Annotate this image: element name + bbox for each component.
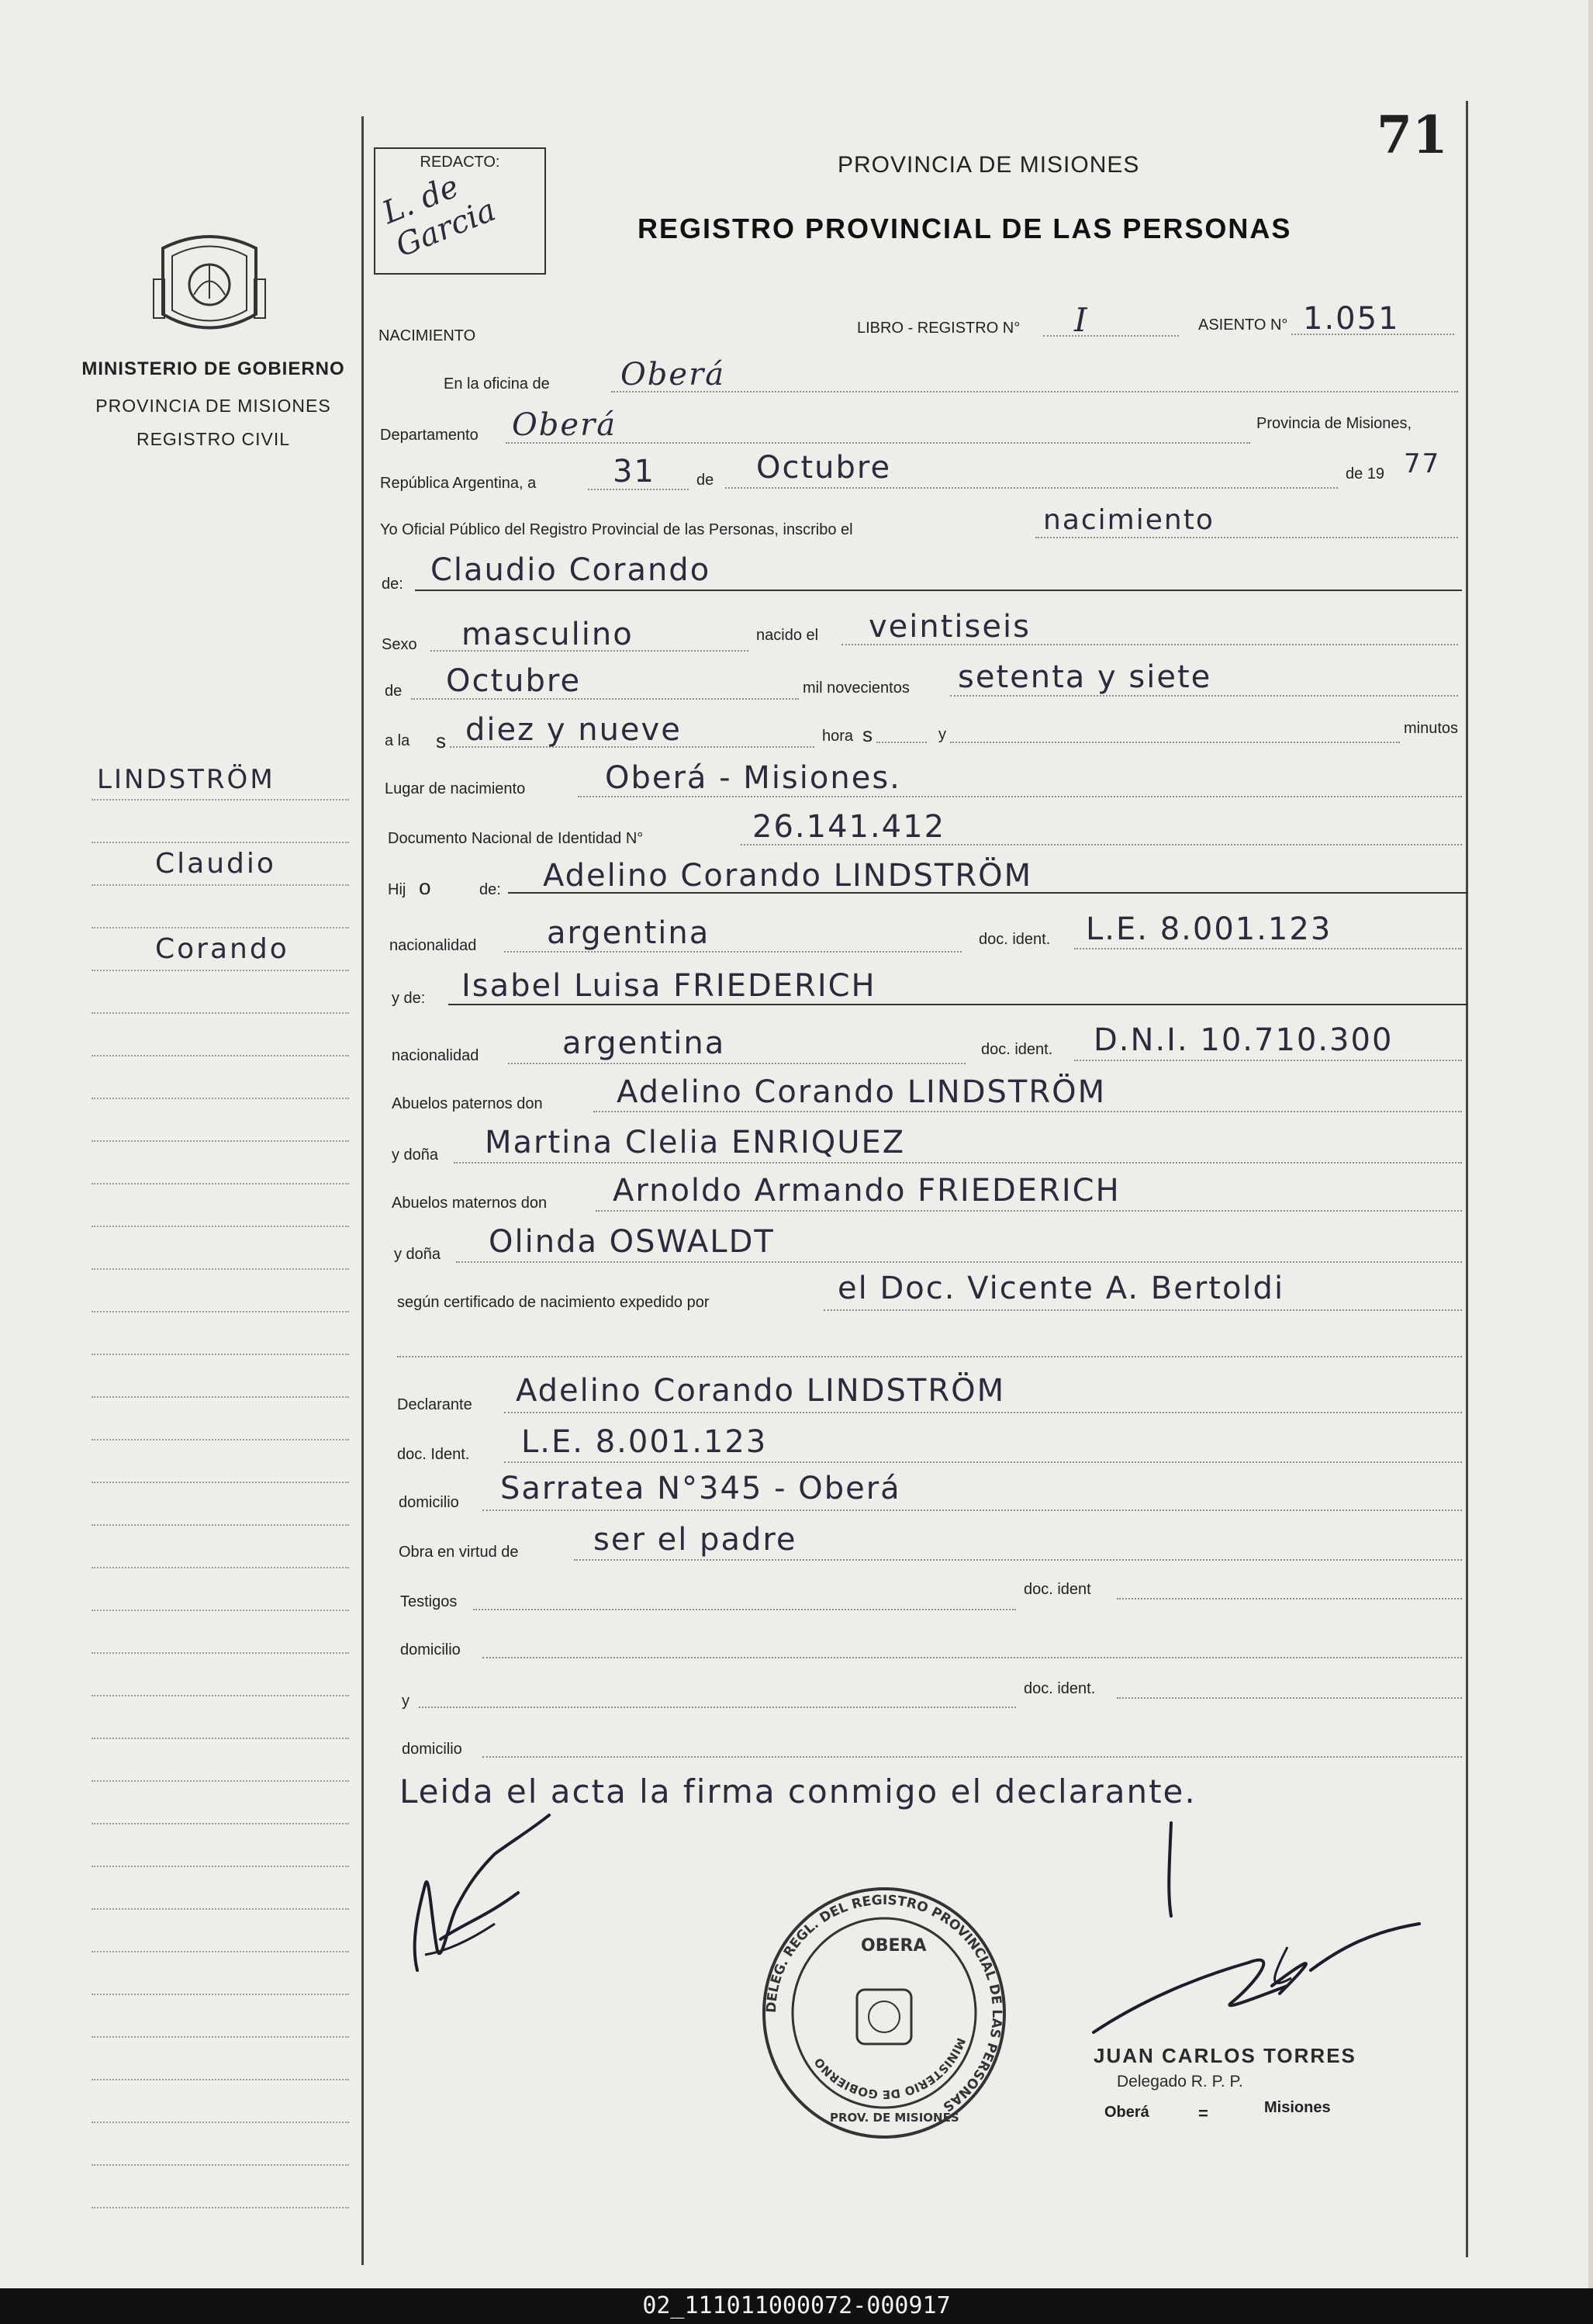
mes-value: Octubre bbox=[756, 450, 892, 486]
lugar-label: Lugar de nacimiento bbox=[385, 780, 526, 797]
stamp-bottom-text: PROV. DE MISIONES bbox=[830, 2111, 959, 2125]
official-stamp bbox=[756, 1885, 1012, 2141]
closing-statement: Leida el acta la firma conmigo el declarante. bbox=[399, 1772, 1197, 1810]
sexo-value: masculino bbox=[461, 617, 634, 652]
oficial-label: Yo Oficial Público del Registro Provincial de las Personas, inscribo el bbox=[380, 521, 853, 538]
stamp-ring-text: DELEG. REGL. DEL REGISTRO PROVINCIAL DE LAS PERSONAS bbox=[763, 1892, 1005, 2115]
ministry-seal-icon bbox=[147, 221, 271, 345]
departamento-label: Departamento bbox=[380, 427, 479, 444]
hijo-suffix: o bbox=[419, 875, 431, 899]
nac2-label: nacionalidad bbox=[392, 1047, 479, 1064]
province-title: PROVINCIA DE MISIONES bbox=[838, 152, 1140, 178]
stamp-top-text: OBERA bbox=[861, 1936, 927, 1956]
republica-label: República Argentina, a bbox=[380, 475, 537, 492]
asiento-label: ASIENTO N° bbox=[1198, 316, 1288, 334]
ydona1-label: y doña bbox=[392, 1146, 439, 1164]
docid2-value: D.N.I. 10.710.300 bbox=[1094, 1022, 1394, 1058]
sexo-label: Sexo bbox=[382, 636, 417, 653]
declarante-value: Adelino Corando LINDSTRÖM bbox=[516, 1373, 1006, 1409]
horas-label: hora bbox=[822, 728, 854, 745]
padre-value: Adelino Corando LINDSTRÖM bbox=[543, 858, 1033, 894]
de2-label: de bbox=[385, 683, 403, 700]
de-label: de bbox=[696, 472, 714, 489]
docid2-label: doc. ident. bbox=[981, 1041, 1053, 1058]
margin-name2: Corando bbox=[155, 933, 289, 965]
docid1-value: L.E. 8.001.123 bbox=[1086, 911, 1332, 947]
dni-label: Documento Nacional de Identidad N° bbox=[388, 830, 644, 847]
certificado-value: el Doc. Vicente A. Bertoldi bbox=[838, 1271, 1285, 1306]
docid3-label: doc. Ident. bbox=[397, 1446, 470, 1463]
docid4-label: doc. ident bbox=[1024, 1581, 1091, 1598]
hijo-label: Hij bbox=[388, 881, 406, 898]
official-province: Misiones bbox=[1264, 2099, 1331, 2116]
ministry-line1: MINISTERIO DE GOBIERNO bbox=[81, 358, 345, 379]
milnov-value: setenta y siete bbox=[958, 659, 1212, 695]
anio-label: de 19 bbox=[1346, 465, 1385, 482]
horas-suffix: s bbox=[862, 723, 873, 746]
margin-name1: Claudio bbox=[155, 848, 276, 880]
margin-surname: LINDSTRÖM bbox=[97, 764, 275, 795]
declarante-label: Declarante bbox=[397, 1396, 472, 1413]
left-page-rule bbox=[361, 116, 364, 2265]
hijo-de-label: de: bbox=[479, 881, 501, 898]
docid3-value: L.E. 8.001.123 bbox=[521, 1424, 768, 1460]
certificado-label: según certificado de nacimiento expedido por bbox=[397, 1294, 710, 1311]
domicilio2-label: domicilio bbox=[400, 1641, 461, 1658]
ab-mat2-value: Olinda OSWALDT bbox=[489, 1224, 775, 1260]
page-title: REGISTRO PROVINCIAL DE LAS PERSONAS bbox=[638, 213, 1292, 244]
alas-label: a la bbox=[385, 732, 410, 749]
nac1-value: argentina bbox=[547, 915, 710, 951]
official-title: Delegado R. P. P. bbox=[1117, 2073, 1243, 2091]
lugar-value: Oberá - Misiones. bbox=[605, 760, 901, 796]
page-number: 71 bbox=[1377, 105, 1448, 165]
dni-value: 26.141.412 bbox=[752, 809, 946, 845]
official-name: JUAN CARLOS TORRES bbox=[1094, 2044, 1356, 2067]
redacto-value: L. de Garcia bbox=[377, 168, 501, 265]
milnov-label: mil novecientos bbox=[803, 680, 910, 697]
redacto-box bbox=[374, 147, 546, 275]
mes2-value: Octubre bbox=[446, 663, 582, 699]
departamento-value: Oberá bbox=[512, 407, 617, 443]
docid1-label: doc. ident. bbox=[979, 931, 1051, 948]
stamp-inner-text: MINISTERIO DE GOBIERNO bbox=[811, 2035, 969, 2102]
oficina-value: Oberá bbox=[620, 357, 726, 393]
ab-pat-label: Abuelos paternos don bbox=[392, 1095, 543, 1112]
domicilio3-label: domicilio bbox=[402, 1741, 462, 1758]
ministry-line3: REGISTRO CIVIL bbox=[136, 429, 291, 449]
nacido-label: nacido el bbox=[756, 627, 819, 644]
right-page-rule bbox=[1466, 101, 1468, 2257]
yde-label: y de: bbox=[392, 990, 426, 1007]
anio-value: 77 bbox=[1404, 448, 1441, 479]
obra-value: ser el padre bbox=[593, 1522, 797, 1558]
hora-value: diez y nueve bbox=[465, 712, 682, 748]
ydona2-label: y doña bbox=[394, 1246, 441, 1263]
domicilio1-value: Sarratea N°345 - Oberá bbox=[500, 1471, 901, 1506]
nac1-label: nacionalidad bbox=[389, 937, 477, 954]
ab-mat-value: Arnoldo Armando FRIEDERICH bbox=[613, 1173, 1121, 1209]
provincia-label: Provincia de Misiones, bbox=[1256, 415, 1412, 432]
oficina-label: En la oficina de bbox=[444, 375, 550, 393]
footer-code: 02_111011000072-000917 bbox=[0, 2288, 1593, 2324]
madre-value: Isabel Luisa FRIEDERICH bbox=[461, 968, 876, 1004]
ab-pat2-value: Martina Clelia ENRIQUEZ bbox=[485, 1125, 906, 1160]
official-separator: = bbox=[1198, 2104, 1208, 2123]
dia-value: 31 bbox=[613, 454, 655, 489]
ministry-line2: PROVINCIA DE MISIONES bbox=[95, 396, 331, 416]
ab-mat-label: Abuelos maternos don bbox=[392, 1195, 548, 1212]
nac2-value: argentina bbox=[562, 1025, 726, 1061]
docid5-label: doc. ident. bbox=[1024, 1680, 1096, 1697]
libro-label: LIBRO - REGISTRO N° bbox=[857, 320, 1021, 337]
y2-label: y bbox=[402, 1693, 409, 1710]
nacimiento-label: NACIMIENTO bbox=[378, 327, 476, 344]
stamp-emblem-icon bbox=[857, 1990, 911, 2044]
testigos-label: Testigos bbox=[400, 1593, 458, 1610]
minutos-label: minutos bbox=[1404, 720, 1459, 737]
alas-suffix: s bbox=[436, 729, 446, 752]
redacto-label: REDACTO: bbox=[420, 154, 500, 171]
domicilio1-label: domicilio bbox=[399, 1494, 459, 1511]
inscribo-value: nacimiento bbox=[1043, 504, 1215, 536]
asiento-value: 1.051 bbox=[1303, 301, 1400, 337]
de-nombre-label: de: bbox=[382, 576, 403, 593]
nacido-value: veintiseis bbox=[869, 609, 1031, 645]
official-signature bbox=[1078, 1815, 1435, 2048]
nombre-value: Claudio Corando bbox=[430, 552, 711, 588]
declarant-signature bbox=[394, 1807, 596, 1986]
page-edge bbox=[1588, 0, 1593, 2288]
official-city: Oberá bbox=[1104, 2104, 1149, 2121]
libro-value: I bbox=[1074, 301, 1089, 339]
ab-pat-value: Adelino Corando LINDSTRÖM bbox=[617, 1074, 1107, 1110]
y-label: y bbox=[938, 726, 946, 743]
obra-label: Obra en virtud de bbox=[399, 1544, 519, 1561]
